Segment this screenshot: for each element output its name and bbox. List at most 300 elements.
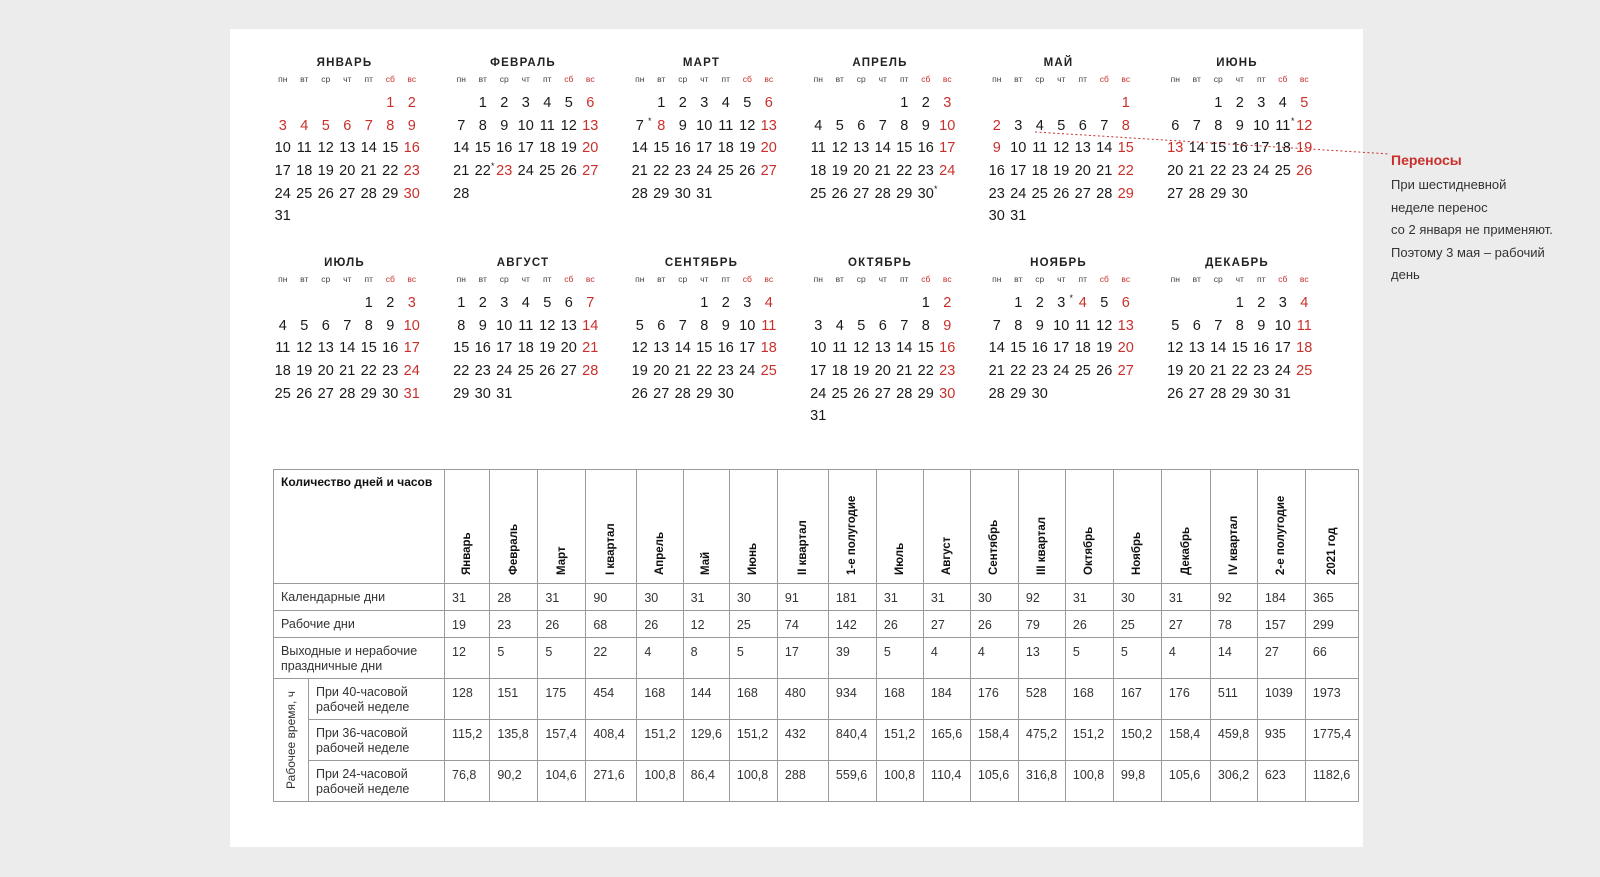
table-cell: 181 xyxy=(828,584,876,611)
column-header xyxy=(586,470,637,584)
table-cell: 14 xyxy=(1210,638,1257,679)
day-cell: 12 xyxy=(1296,117,1313,134)
day-cell: 19 xyxy=(831,163,848,180)
weekday-label: ср xyxy=(321,274,331,284)
weekday-label: вт xyxy=(1192,74,1201,84)
table-cell: 31 xyxy=(538,584,586,611)
day-cell: 7 xyxy=(992,317,1001,334)
weekday-label: вт xyxy=(835,74,844,84)
weekday-label: вс xyxy=(585,74,595,84)
day-cell: 27 xyxy=(653,385,670,402)
day-cell: 14 xyxy=(1096,140,1113,157)
day-cell: 13 xyxy=(760,117,777,134)
day-cell: 6 xyxy=(657,317,666,334)
table-cell: 840,4 xyxy=(828,720,876,761)
weekday-label: пт xyxy=(900,274,909,284)
day-cell: 5 xyxy=(543,295,552,311)
table-cell: 12 xyxy=(683,611,729,638)
month-block xyxy=(272,54,420,244)
column-header xyxy=(445,470,490,584)
month-title: АВГУСТ xyxy=(496,257,550,269)
empty-day-cell xyxy=(1029,92,1051,115)
column-header-label: Февраль xyxy=(507,523,520,575)
weekday-label: пт xyxy=(1078,274,1087,284)
month-title: МАРТ xyxy=(682,57,721,69)
day-cell: 30 xyxy=(988,208,1005,225)
day-cell: 15 xyxy=(917,340,934,357)
week-row xyxy=(808,315,953,338)
week-row xyxy=(1165,383,1310,406)
day-cell: 22 xyxy=(1210,163,1227,180)
table-cell: 110,4 xyxy=(923,761,970,802)
day-cell: 1 xyxy=(457,295,466,311)
weekday-label: ср xyxy=(499,274,509,284)
day-cell: 14 xyxy=(453,140,470,157)
empty-day-cell xyxy=(1008,92,1030,115)
day-cell: 9 xyxy=(1235,117,1244,134)
day-cell: 15 xyxy=(896,140,913,157)
transfers-note xyxy=(1391,148,1581,287)
week-row xyxy=(272,92,417,115)
table-cell: 168 xyxy=(729,679,777,720)
day-cell: 20 xyxy=(339,163,356,180)
note-line: со 2 января не применяют. xyxy=(1391,222,1553,237)
weekday-header xyxy=(629,272,774,292)
day-cell: 15 xyxy=(1231,340,1248,357)
table-cell: 151,2 xyxy=(729,720,777,761)
week-row xyxy=(986,383,1131,406)
day-cell: 31 xyxy=(274,208,291,225)
table-cell: 31 xyxy=(1161,584,1210,611)
table-cell: 934 xyxy=(828,679,876,720)
table-cell: 306,2 xyxy=(1210,761,1257,802)
table-cell: 78 xyxy=(1210,611,1257,638)
summary-table xyxy=(273,469,1359,802)
months-grid xyxy=(272,54,1322,444)
day-cell: 16 xyxy=(1231,140,1248,157)
day-cell: 6 xyxy=(1121,295,1130,311)
day-cell: 17 xyxy=(403,340,420,357)
week-row xyxy=(451,183,596,206)
empty-day-cell xyxy=(558,383,580,406)
table-row xyxy=(274,638,1359,679)
day-cell: 22 * xyxy=(472,160,494,183)
day-cell: 1 xyxy=(1235,295,1244,311)
day-cell: 27 xyxy=(760,163,777,180)
day-cell: 24 xyxy=(1010,185,1027,202)
day-cell: 29 xyxy=(453,385,470,402)
day-cell: 1 xyxy=(386,95,395,111)
week-row xyxy=(986,183,1134,206)
day-cell: 24 xyxy=(1274,363,1291,380)
week-row xyxy=(808,115,956,138)
weekday-label: чт xyxy=(700,274,709,284)
day-cell: 1 xyxy=(657,95,666,111)
day-cell: 22 xyxy=(917,363,934,380)
day-cell: 13 xyxy=(1117,317,1134,334)
note-body xyxy=(1391,174,1581,287)
day-cell: 26 xyxy=(539,363,556,380)
day-cell: 20 xyxy=(1188,363,1205,380)
day-cell: 10 xyxy=(274,140,291,157)
day-cell: 12 xyxy=(317,140,334,157)
day-cell: 26 xyxy=(631,385,648,402)
weekday-label: пт xyxy=(1078,74,1087,84)
weekday-label: ср xyxy=(1035,274,1045,284)
day-cell: 3 xyxy=(407,295,416,311)
day-cell: 17 xyxy=(517,140,534,157)
day-cell: 23 xyxy=(674,163,691,180)
day-cell: 23 xyxy=(1031,363,1048,380)
weekday-label: пт xyxy=(364,74,373,84)
day-cell: 30 xyxy=(1231,185,1248,202)
row-label: Выходные и нерабочие праздничные дни xyxy=(274,638,445,679)
day-cell: 11 xyxy=(1296,317,1312,334)
day-cell: 30 xyxy=(1031,385,1048,402)
day-cell: 27 xyxy=(1117,363,1134,380)
table-row xyxy=(274,611,1359,638)
day-cell: 20 xyxy=(560,340,577,357)
column-header xyxy=(729,470,777,584)
day-cell: 5 xyxy=(857,317,866,334)
weekday-label: вт xyxy=(478,74,487,84)
column-header xyxy=(538,470,586,584)
column-header xyxy=(1305,470,1358,584)
day-cell: 1 xyxy=(1121,95,1130,111)
day-cell: 4 xyxy=(543,95,552,111)
day-cell: 7 xyxy=(678,317,687,334)
day-cell: 24 xyxy=(739,363,756,380)
weekday-label: пн xyxy=(456,74,466,84)
week-row xyxy=(629,315,777,338)
table-cell: 623 xyxy=(1257,761,1305,802)
weekday-label: пн xyxy=(992,74,1002,84)
column-header-label: Сентябрь xyxy=(988,519,1001,575)
day-cell: 5 xyxy=(1057,117,1066,134)
month-block xyxy=(808,54,956,244)
weekday-label: чт xyxy=(1057,74,1066,84)
month-block xyxy=(272,254,420,444)
day-cell: 19 xyxy=(631,363,648,380)
weekday-label: пн xyxy=(635,74,645,84)
week-row xyxy=(986,160,1134,183)
day-cell: 17 xyxy=(696,140,713,157)
table-cell: 459,8 xyxy=(1210,720,1257,761)
week-row xyxy=(272,205,417,228)
day-cell: 21 xyxy=(1210,363,1227,380)
day-cell: 2 xyxy=(721,295,730,311)
row-label: Календарные дни xyxy=(274,584,445,611)
day-cell: 27 xyxy=(853,185,870,202)
empty-day-cell xyxy=(937,405,959,428)
weekday-label: пн xyxy=(278,274,288,284)
day-cell: 17 xyxy=(1253,140,1270,157)
day-cell: 20 xyxy=(653,363,670,380)
weekday-label: сб xyxy=(1099,274,1109,284)
weekday-label: ср xyxy=(856,74,866,84)
weekday-label: вт xyxy=(478,274,487,284)
weekday-header xyxy=(629,72,774,92)
day-cell: 23 xyxy=(403,163,420,180)
day-cell: 11 xyxy=(518,317,534,334)
week-row xyxy=(808,292,953,315)
weekday-label: пт xyxy=(364,274,373,284)
day-cell: 17 xyxy=(810,363,827,380)
row-label: При 40-часовой рабочей неделе xyxy=(309,679,445,720)
table-cell: 31 xyxy=(923,584,970,611)
day-cell: 13 xyxy=(1188,340,1205,357)
week-row xyxy=(986,92,1131,115)
day-cell: 6 xyxy=(878,317,887,334)
table-cell: 511 xyxy=(1210,679,1257,720)
month-title: НОЯБРЬ xyxy=(1030,257,1087,269)
empty-day-cell xyxy=(894,405,916,428)
month-title: МАЙ xyxy=(1043,57,1074,69)
day-cell: 28 xyxy=(674,385,691,402)
day-cell: 17 xyxy=(1274,340,1291,357)
table-cell: 167 xyxy=(1113,679,1161,720)
day-cell: 18 xyxy=(517,340,534,357)
day-cell: 1 xyxy=(478,95,487,111)
table-cell: 30 xyxy=(637,584,683,611)
day-cell: 22 xyxy=(896,163,913,180)
column-header-label: III квартал xyxy=(1035,516,1048,575)
weekday-label: пт xyxy=(721,74,730,84)
note-line: При шестидневной xyxy=(1391,177,1507,192)
day-cell: 21 xyxy=(1188,163,1205,180)
weekday-label: вт xyxy=(657,274,666,284)
table-cell: 17 xyxy=(777,638,828,679)
day-cell: 2 xyxy=(386,295,395,311)
day-cell: 27 xyxy=(1188,385,1205,402)
column-header-label: Март xyxy=(555,546,568,575)
weekday-header xyxy=(1165,72,1310,92)
weekday-label: вт xyxy=(657,74,666,84)
table-cell: 299 xyxy=(1305,611,1358,638)
empty-day-cell xyxy=(872,292,894,315)
week-row xyxy=(629,137,777,160)
day-cell: 5 xyxy=(635,317,644,334)
week-row xyxy=(451,292,596,315)
table-cell: 26 xyxy=(538,611,586,638)
empty-day-cell xyxy=(537,183,559,206)
empty-day-cell xyxy=(1165,92,1187,115)
day-cell: 30 xyxy=(1253,385,1270,402)
weekday-label: ср xyxy=(856,274,866,284)
table-cell: 288 xyxy=(777,761,828,802)
day-cell: 12 xyxy=(1167,340,1184,357)
day-cell: 13 xyxy=(560,317,577,334)
empty-day-cell xyxy=(401,205,423,228)
week-row xyxy=(451,115,599,138)
weekday-header xyxy=(272,272,417,292)
week-row xyxy=(808,383,956,406)
day-cell: 14 xyxy=(339,340,356,357)
day-cell: 20 xyxy=(1074,163,1091,180)
day-cell: 15 xyxy=(653,140,670,157)
table-cell: 27 xyxy=(1257,638,1305,679)
table-cell: 1039 xyxy=(1257,679,1305,720)
day-cell: 8 xyxy=(700,317,709,334)
weekday-label: пт xyxy=(1257,274,1266,284)
week-row xyxy=(808,137,956,160)
day-cell: 9 xyxy=(678,117,687,134)
weekday-header xyxy=(986,72,1131,92)
table-cell: 25 xyxy=(1113,611,1161,638)
week-row xyxy=(272,160,420,183)
table-cell: 13 xyxy=(1018,638,1065,679)
table-cell: 4 xyxy=(970,638,1018,679)
day-cell: 30 xyxy=(403,185,420,202)
day-cell: 23 xyxy=(382,363,399,380)
table-row xyxy=(274,584,1359,611)
weekday-label: чт xyxy=(1057,274,1066,284)
day-cell: 27 xyxy=(874,385,891,402)
empty-day-cell xyxy=(1165,292,1187,315)
column-header-label: Июнь xyxy=(747,542,760,575)
day-cell: 8 xyxy=(657,117,666,134)
day-cell: 19 xyxy=(1296,140,1313,157)
weekday-label: чт xyxy=(1235,74,1244,84)
day-cell: 31 xyxy=(403,385,420,402)
week-row xyxy=(629,160,777,183)
month-block xyxy=(986,254,1134,444)
day-cell: 25 xyxy=(1274,163,1291,180)
note-line: неделе перенос xyxy=(1391,199,1488,215)
day-cell: 13 xyxy=(339,140,356,157)
day-cell: 24 xyxy=(939,163,956,180)
weekday-label: пн xyxy=(813,74,823,84)
column-header xyxy=(1161,470,1210,584)
table-cell: 68 xyxy=(586,611,637,638)
day-cell: 14 xyxy=(896,340,913,357)
day-cell: 28 xyxy=(1210,385,1227,402)
week-row xyxy=(272,292,417,315)
day-cell: 29 xyxy=(1117,185,1134,202)
table-cell: 5 xyxy=(876,638,923,679)
week-row xyxy=(451,137,599,160)
weekday-label: пт xyxy=(721,274,730,284)
table-row xyxy=(274,761,1359,802)
week-row xyxy=(272,183,420,206)
day-cell: 5 xyxy=(1171,317,1180,334)
empty-day-cell xyxy=(294,205,316,228)
day-cell: 21 xyxy=(874,163,891,180)
empty-day-cell xyxy=(1094,92,1116,115)
day-cell: 2 xyxy=(1257,295,1266,311)
note-title: Переносы xyxy=(1391,152,1462,168)
table-cell: 105,6 xyxy=(970,761,1018,802)
empty-day-cell xyxy=(1115,205,1137,228)
weekday-label: сб xyxy=(1099,74,1109,84)
week-row xyxy=(808,160,956,183)
empty-day-cell xyxy=(537,383,559,406)
table-cell: 31 xyxy=(1065,584,1113,611)
day-cell: 27 xyxy=(317,385,334,402)
day-cell: 11 xyxy=(761,317,777,334)
day-cell: 16 xyxy=(1031,340,1048,357)
day-cell: 14 xyxy=(582,317,599,334)
weekday-label: вт xyxy=(835,274,844,284)
month-block xyxy=(451,54,599,244)
table-cell: 151,2 xyxy=(637,720,683,761)
day-cell: 29 xyxy=(1010,385,1027,402)
note-leader-line xyxy=(1035,130,1392,160)
table-cell: 151 xyxy=(490,679,538,720)
day-cell: 4 xyxy=(278,317,287,334)
day-cell: 7 xyxy=(457,117,466,134)
note-line: Поэтому 3 мая – рабочий xyxy=(1391,244,1545,260)
day-cell: 7 xyxy=(364,117,373,134)
week-row xyxy=(986,337,1134,360)
empty-day-cell xyxy=(1208,292,1230,315)
empty-day-cell xyxy=(829,405,851,428)
table-cell: 454 xyxy=(586,679,637,720)
weekday-label: вс xyxy=(942,74,952,84)
day-cell: 13 xyxy=(1074,140,1091,157)
week-row xyxy=(629,292,774,315)
empty-day-cell xyxy=(272,292,294,315)
empty-day-cell xyxy=(515,183,537,206)
weekday-header xyxy=(808,272,953,292)
day-cell: 28 xyxy=(1188,185,1205,202)
empty-day-cell xyxy=(808,92,830,115)
day-cell: 16 xyxy=(717,340,734,357)
day-cell: 25 xyxy=(1074,363,1091,380)
day-cell: 30 xyxy=(674,185,691,202)
day-cell: 19 xyxy=(1053,163,1070,180)
day-cell: 5 xyxy=(300,317,309,334)
day-cell: 28 xyxy=(874,185,891,202)
week-row xyxy=(451,337,599,360)
empty-day-cell xyxy=(294,292,316,315)
empty-day-cell xyxy=(1094,383,1116,406)
day-cell: 16 xyxy=(496,140,513,157)
day-cell: 29 xyxy=(360,385,377,402)
group-label: Рабочее время, ч xyxy=(284,691,298,789)
column-header xyxy=(637,470,683,584)
day-cell: 25 xyxy=(1296,363,1313,380)
table-cell: 5 xyxy=(729,638,777,679)
table-cell: 105,6 xyxy=(1161,761,1210,802)
weekday-label: пт xyxy=(900,74,909,84)
month-title: АПРЕЛЬ xyxy=(852,57,908,69)
weekday-label: пн xyxy=(813,274,823,284)
table-cell: 316,8 xyxy=(1018,761,1065,802)
weekday-label: вс xyxy=(1299,74,1309,84)
month-title: ОКТЯБРЬ xyxy=(848,257,912,269)
day-cell: 25 xyxy=(517,363,534,380)
day-cell: 8 xyxy=(1121,117,1130,134)
table-cell: 184 xyxy=(923,679,970,720)
table-cell: 5 xyxy=(490,638,538,679)
weekday-label: сб xyxy=(921,274,931,284)
day-cell: 14 xyxy=(1188,140,1205,157)
day-cell: 11 xyxy=(539,117,555,134)
table-cell: 176 xyxy=(970,679,1018,720)
empty-day-cell xyxy=(915,405,937,428)
table-cell: 92 xyxy=(1210,584,1257,611)
day-cell: 29 xyxy=(653,185,670,202)
weekday-label: вс xyxy=(1121,274,1131,284)
day-cell: 8 xyxy=(1014,317,1023,334)
day-cell: 26 xyxy=(1296,163,1313,180)
empty-day-cell xyxy=(1029,205,1051,228)
day-cell: 28 xyxy=(339,385,356,402)
day-cell: 22 xyxy=(382,163,399,180)
day-cell: 12 xyxy=(296,340,313,357)
table-cell: 100,8 xyxy=(1065,761,1113,802)
